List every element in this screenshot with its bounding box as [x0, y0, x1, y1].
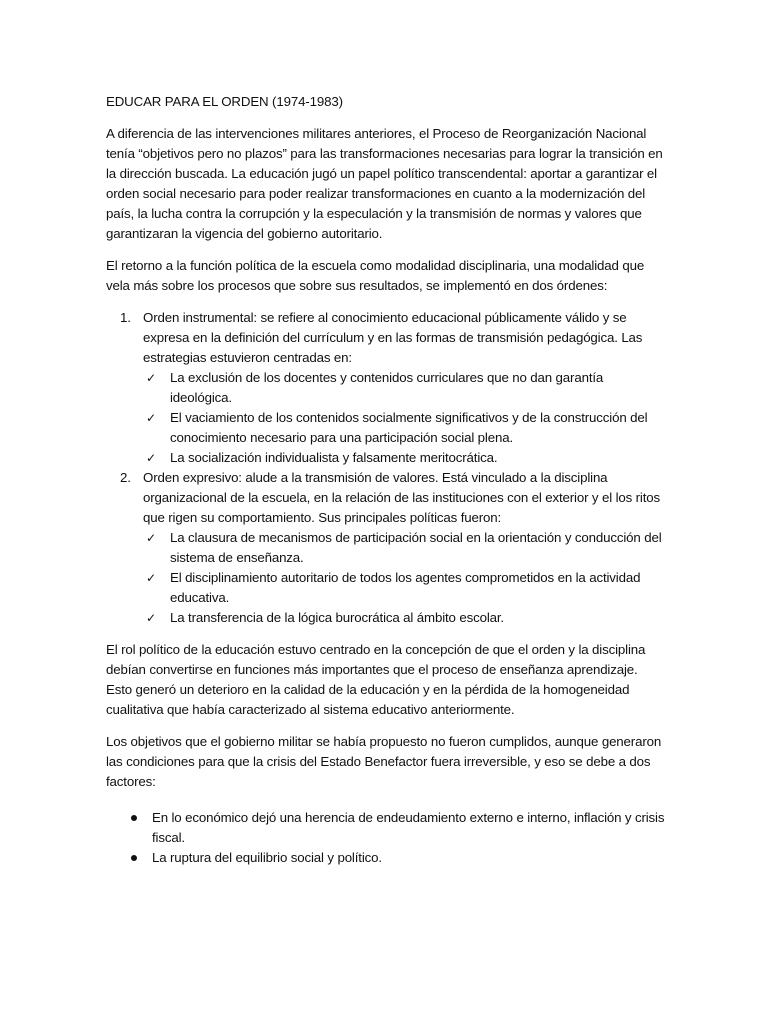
paragraph-objetivos: Los objetivos que el gobierno militar se había propuesto no fueron cumplidos, aunque generaron las condiciones para que la crisis del Estado Benefactor fuera irreversible, y eso se debe a dos factores:	[106, 734, 662, 789]
check-list-text: La socialización individualista y falsamente meritocrática.	[170, 450, 498, 465]
order-text: Orden expresivo: alude a la transmisión de valores. Está vinculado a la disciplina organizacional de la escuela, en la relación de las instituciones con el exterior y el los ritos que rigen su comportamiento. Sus principales políticas fueron:	[143, 470, 661, 525]
bullet-icon	[131, 855, 137, 861]
document-title: EDUCAR PARA EL ORDEN (1974-1983)	[106, 94, 343, 109]
order-item-expresivo	[106, 468, 666, 628]
strategies-list	[143, 368, 666, 468]
factor-item	[106, 808, 666, 848]
check-list-text: El vaciamiento de los contenidos socialmente significativos y de la construcción del conocimiento necesario para una participación social plena.	[170, 410, 648, 445]
order-number: 2.	[120, 470, 131, 485]
orders-list	[106, 308, 666, 628]
factors-list	[106, 808, 666, 868]
policies-list	[143, 528, 666, 628]
check-list-item	[143, 448, 666, 468]
document-body	[106, 92, 666, 868]
bullet-icon	[131, 815, 137, 821]
factor-text: La ruptura del equilibrio social y político.	[152, 850, 382, 865]
checkmark-icon: ✓	[146, 371, 156, 385]
checkmark-icon: ✓	[146, 571, 156, 585]
check-list-text: La exclusión de los docentes y contenidos curriculares que no dan garantía ideológica.	[170, 370, 604, 405]
check-list-text: La clausura de mecanismos de participación social en la orientación y conducción del sistema de enseñanza.	[170, 530, 662, 565]
factor-text: En lo económico dejó una herencia de endeudamiento externo e interno, inflación y crisis fiscal.	[152, 810, 665, 845]
check-list-item	[143, 368, 666, 408]
paragraph-orders-intro: El retorno a la función política de la escuela como modalidad disciplinaria, una modalidad que vela más sobre los procesos que sobre sus resultados, se implementó en dos órdenes:	[106, 258, 645, 293]
order-item-instrumental	[106, 308, 666, 468]
checkmark-icon: ✓	[146, 411, 156, 425]
paragraph-intro: A diferencia de las intervenciones militares anteriores, el Proceso de Reorganización Nacional tenía “objetivos pero no plazos” para las transformaciones necesarias para lograr la transición en la dirección buscada. La educación jugó un papel político transcendental: aportar a garantizar el orden social necesario para poder realizar transformaciones en cuanto a la modernización del país, la lucha contra la corrupción y la especulación y la transmisión de normas y valores que garantizaran la vigencia del gobierno autoritario.	[106, 126, 663, 241]
checkmark-icon: ✓	[146, 451, 156, 465]
check-list-item	[143, 608, 666, 628]
check-list-text: La transferencia de la lógica burocrática al ámbito escolar.	[170, 610, 504, 625]
order-number: 1.	[120, 310, 131, 325]
check-list-item	[143, 408, 666, 448]
factor-item	[106, 848, 666, 868]
check-list-item	[143, 528, 666, 568]
checkmark-icon: ✓	[146, 611, 156, 625]
order-text: Orden instrumental: se refiere al conocimiento educacional públicamente válido y se expresa en la definición del currículum y en las formas de transmisión pedagógica. Las estrategias estuvieron centradas en:	[143, 310, 643, 365]
paragraph-rol-politico: El rol político de la educación estuvo centrado en la concepción de que el orden y la disciplina debían convertirse en funciones más importantes que el proceso de enseñanza aprendizaje. Esto generó un deterioro en la calidad de la educación y en la pérdida de la homogeneidad cualitativa que había caracterizado al sistema educativo anteriormente.	[106, 642, 646, 717]
check-list-text: El disciplinamiento autoritario de todos los agentes comprometidos en la actividad educativa.	[170, 570, 641, 605]
checkmark-icon: ✓	[146, 531, 156, 545]
check-list-item	[143, 568, 666, 608]
